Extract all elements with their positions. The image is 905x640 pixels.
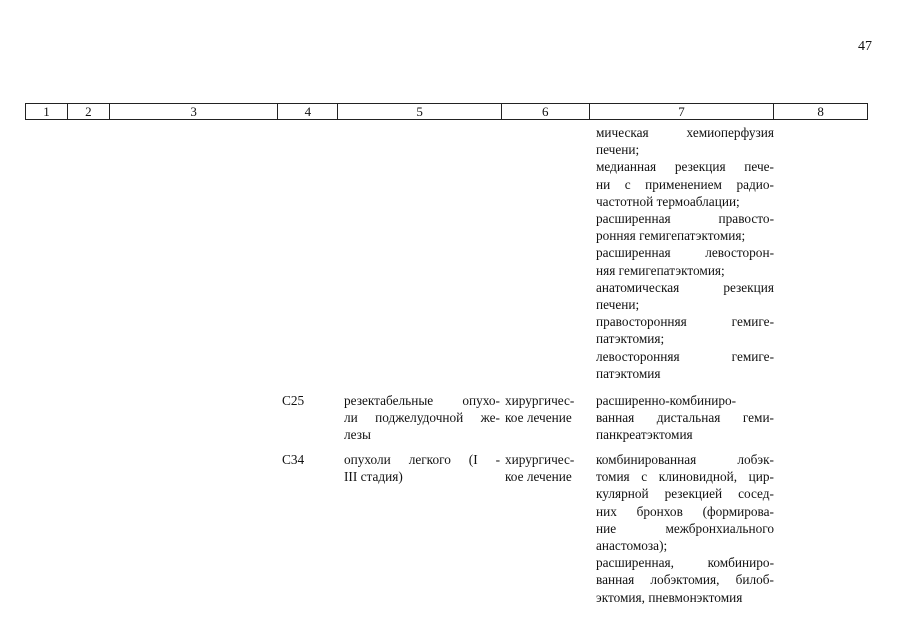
text-line: анастомоза);	[596, 538, 668, 554]
text-line	[596, 409, 774, 426]
word: дистальная	[656, 410, 721, 426]
column-header-3: 3	[110, 104, 279, 119]
word: ванная	[596, 410, 635, 426]
word: расширенная,	[596, 555, 674, 571]
word: резектабельные	[344, 393, 434, 408]
word: с	[641, 469, 648, 485]
word: билоб-	[735, 572, 774, 588]
word: резекция	[723, 279, 774, 295]
text-line	[596, 210, 774, 227]
text-line: ронняя гемигепатэктомия;	[596, 228, 746, 244]
word: поджелудочной	[375, 410, 464, 426]
word: бронхов	[636, 503, 683, 519]
word: лобэк-	[737, 452, 774, 467]
text-line	[596, 468, 774, 485]
word: же-	[480, 410, 500, 426]
word: легкого	[408, 452, 451, 467]
word: радио-	[736, 176, 774, 192]
column-header-8: 8	[817, 104, 824, 119]
text-line: патэктомия;	[596, 331, 665, 347]
page-number: 47	[858, 39, 872, 54]
column-header-4: 4	[278, 104, 338, 119]
column-header-1: 1	[26, 104, 68, 119]
method-cell-continued	[596, 124, 774, 382]
text-line	[596, 244, 774, 261]
word: ли	[344, 410, 358, 426]
word: геми-	[742, 410, 774, 426]
word: левосторонняя	[596, 348, 680, 364]
word: гемиге-	[731, 348, 774, 364]
word: хемиоперфузия	[686, 125, 774, 140]
row-c34-method	[596, 451, 774, 606]
text-line	[596, 158, 774, 175]
word: левосторон-	[705, 245, 774, 261]
text-line: расширенно-комбиниро-	[596, 393, 737, 408]
word: гемиге-	[731, 314, 774, 330]
word: опухо-	[462, 393, 500, 408]
word: томия	[596, 469, 630, 485]
word: ванная	[596, 572, 635, 588]
word: анатомическая	[596, 279, 680, 295]
word: -	[495, 452, 500, 467]
row-c25-code: C25	[282, 393, 305, 408]
word: сосед-	[738, 486, 774, 502]
text-line	[596, 485, 774, 502]
text-line	[596, 313, 774, 330]
text-line: эктомия, пневмонэктомия	[596, 589, 743, 605]
word: цир-	[748, 469, 774, 485]
text-line	[344, 451, 500, 468]
word: правосторонняя	[596, 314, 687, 330]
text-line: хирургичес-	[505, 393, 575, 408]
word: опухоли	[344, 452, 391, 467]
word: ние	[596, 520, 617, 536]
word: резекцией	[664, 486, 723, 502]
text-line	[596, 554, 774, 571]
text-line	[596, 451, 774, 468]
row-c25-method	[596, 392, 774, 444]
row-c25-treatment	[505, 392, 585, 426]
column-header-7: 7	[590, 104, 775, 119]
text-line: няя гемигепатэктомия;	[596, 262, 725, 278]
table-header-row	[25, 103, 868, 120]
column-header-5: 5	[338, 104, 502, 119]
text-line	[596, 571, 774, 588]
word: резекция	[674, 159, 726, 175]
word: (I	[468, 452, 478, 467]
text-line	[596, 176, 774, 193]
word: лобэктомия,	[650, 572, 720, 588]
text-line: хирургичес-	[505, 452, 575, 467]
text-line: частотной термоаблации;	[596, 193, 740, 209]
text-line	[596, 124, 774, 141]
column-header-2: 2	[68, 104, 110, 119]
word: медианная	[596, 159, 657, 175]
row-c34-treatment	[505, 451, 585, 485]
word: комбинированная	[596, 452, 697, 467]
word: с	[624, 176, 631, 192]
text-line	[344, 392, 500, 409]
word: применением	[645, 176, 722, 192]
text-line: панкреатэктомия	[596, 427, 693, 443]
row-c34-code: C34	[282, 452, 305, 467]
word: правосто-	[718, 211, 774, 227]
text-line	[596, 520, 774, 537]
text-line: кое лечение	[505, 410, 572, 426]
word: них	[596, 503, 617, 519]
word: расширенная	[596, 211, 671, 227]
word: мическая	[596, 125, 649, 140]
word: (формирова-	[702, 503, 774, 519]
word: кулярной	[596, 486, 649, 502]
text-line	[596, 279, 774, 296]
text-line: патэктомия	[596, 365, 661, 381]
text-line	[596, 503, 774, 520]
text-line: III стадия)	[344, 469, 403, 485]
word: расширенная	[596, 245, 671, 261]
text-line: печени;	[596, 142, 640, 158]
text-line	[344, 409, 500, 426]
word: комбиниро-	[707, 555, 774, 571]
word: пече-	[744, 159, 774, 175]
text-line	[596, 348, 774, 365]
word: межбронхиального	[665, 520, 774, 536]
column-header-6: 6	[502, 104, 590, 119]
text-line: лезы	[344, 427, 371, 443]
row-c25-disease	[344, 392, 500, 444]
text-line: кое лечение	[505, 469, 572, 485]
text-line: печени;	[596, 297, 640, 313]
word: клиновидной,	[658, 469, 738, 485]
word: ни	[596, 176, 611, 192]
row-c34-disease	[344, 451, 500, 485]
